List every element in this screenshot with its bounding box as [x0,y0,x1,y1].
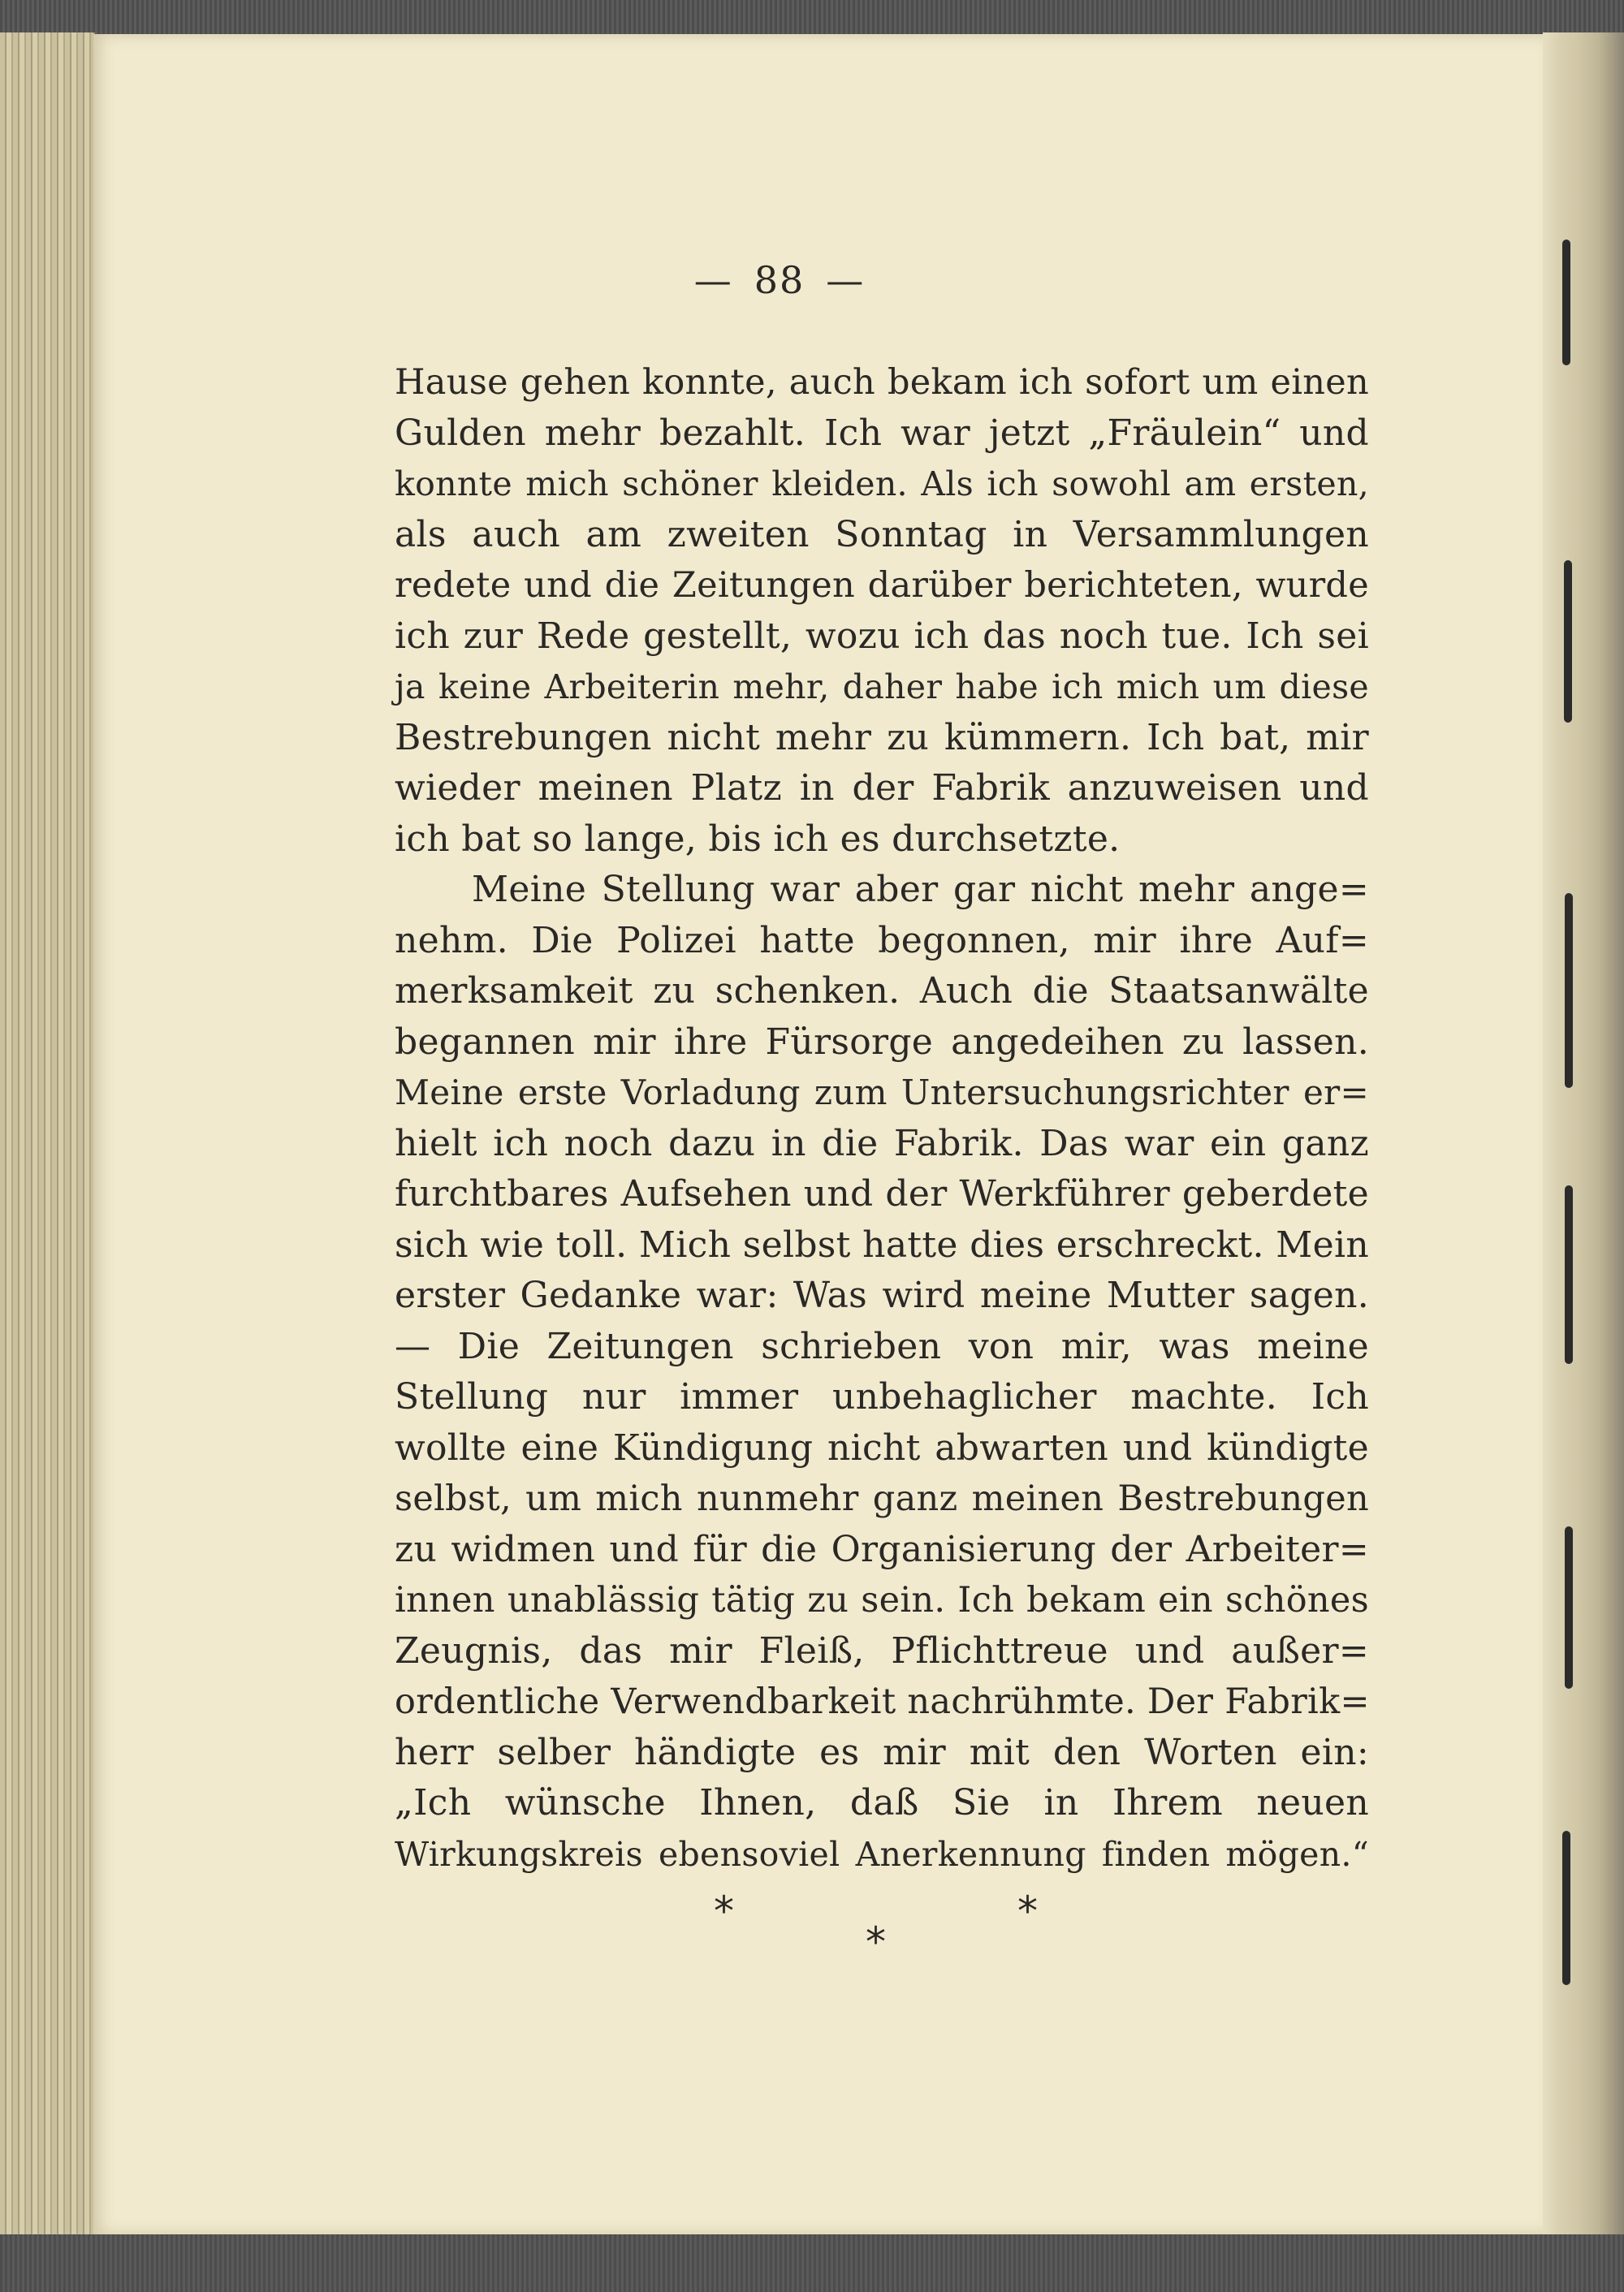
text-line: selbst, um mich nunmehr ganz meinen Bestrebungen [395,1478,1369,1519]
text-line: herr selber händigte es mir mit den Worten ein: [395,1731,1369,1773]
text-line: zu widmen und für die Organisierung der Arbeiter= [395,1528,1369,1570]
separator-asterisk: * [866,1919,886,1966]
body-text [395,357,1369,1880]
text-line: merksamkeit zu schenken. Auch die Staatsanwälte [395,970,1369,1012]
page-number-header [0,258,1559,302]
text-line: Meine Stellung war aber gar nicht mehr ange= [472,869,1369,910]
binding-thread-mark [1565,893,1573,1088]
binding-thread-mark [1565,1526,1573,1689]
binding-thread-mark [1564,560,1572,723]
text-line: ich bat so lange, bis ich es durchsetzte. [395,818,1121,860]
text-line: erster Gedanke war: Was wird meine Mutter sagen. [395,1275,1369,1316]
text-line: furchtbares Aufsehen und der Werkführer geberdete [395,1173,1369,1215]
text-line: Meine erste Vorladung zum Untersuchungsrichter er= [395,1073,1369,1112]
separator-asterisk: * [1017,1888,1038,1935]
binding-thread-mark [1565,1185,1573,1364]
text-line: wollte eine Kündigung nicht abwarten und kündigte [395,1427,1369,1469]
text-line: Stellung nur immer unbehaglicher machte. Ich [395,1376,1369,1418]
page-number-dash-right: — [826,258,866,302]
text-line: begannen mir ihre Fürsorge angedeihen zu lassen. [395,1021,1369,1063]
text-line: ja keine Arbeiterin mehr, daher habe ich mich um diese [395,667,1369,706]
text-line: — Die Zeitungen schrieben von mir, was meine [395,1325,1369,1367]
page-number: 88 [754,258,806,302]
page-edges-left [0,32,95,2237]
binding-right [1543,32,1624,2237]
text-line: „Ich wünsche Ihnen, daß Sie in Ihrem neuen [395,1782,1369,1824]
text-line: Hause gehen konnte, auch bekam ich sofort um einen [395,362,1369,403]
text-line: wieder meinen Platz in der Fabrik anzuweisen und [395,767,1369,809]
text-line: Gulden mehr bezahlt. Ich war jetzt „Fräulein“ und [395,412,1369,454]
separator-asterisk: * [714,1888,734,1935]
text-line: redete und die Zeitungen darüber berichteten, wurde [395,565,1369,606]
section-separator [395,1888,1369,1969]
text-line: Bestrebungen nicht mehr zu kümmern. Ich bat, mir [395,716,1369,758]
text-line: hielt ich noch dazu in die Fabrik. Das war ein ganz [395,1122,1369,1164]
text-line: innen unablässig tätig zu sein. Ich bekam ein schönes [395,1580,1369,1621]
cloth-band-top [0,0,1624,34]
text-line: als auch am zweiten Sonntag in Versammlungen [395,513,1369,555]
cloth-band-bottom [0,2234,1624,2292]
text-line: Zeugnis, das mir Fleiß, Pflichttreue und außer= [395,1629,1369,1672]
text-line: sich wie toll. Mich selbst hatte dies erschreckt. Mein [395,1224,1369,1266]
page-number-dash-left: — [693,258,733,302]
binding-thread-mark [1562,1831,1570,1985]
text-line: nehm. Die Polizei hatte begonnen, mir ihre Auf= [395,919,1369,961]
text-line: ordentliche Verwendbarkeit nachrühmte. Der Fabrik= [395,1681,1370,1722]
text-line: konnte mich schöner kleiden. Als ich sowohl am ersten, [395,464,1369,503]
text-line: ich zur Rede gestellt, wozu ich das noch tue. Ich sei [395,615,1369,657]
binding-thread-mark [1562,240,1570,365]
text-line: Wirkungskreis ebensoviel Anerkennung finden mögen.“ [395,1834,1369,1874]
